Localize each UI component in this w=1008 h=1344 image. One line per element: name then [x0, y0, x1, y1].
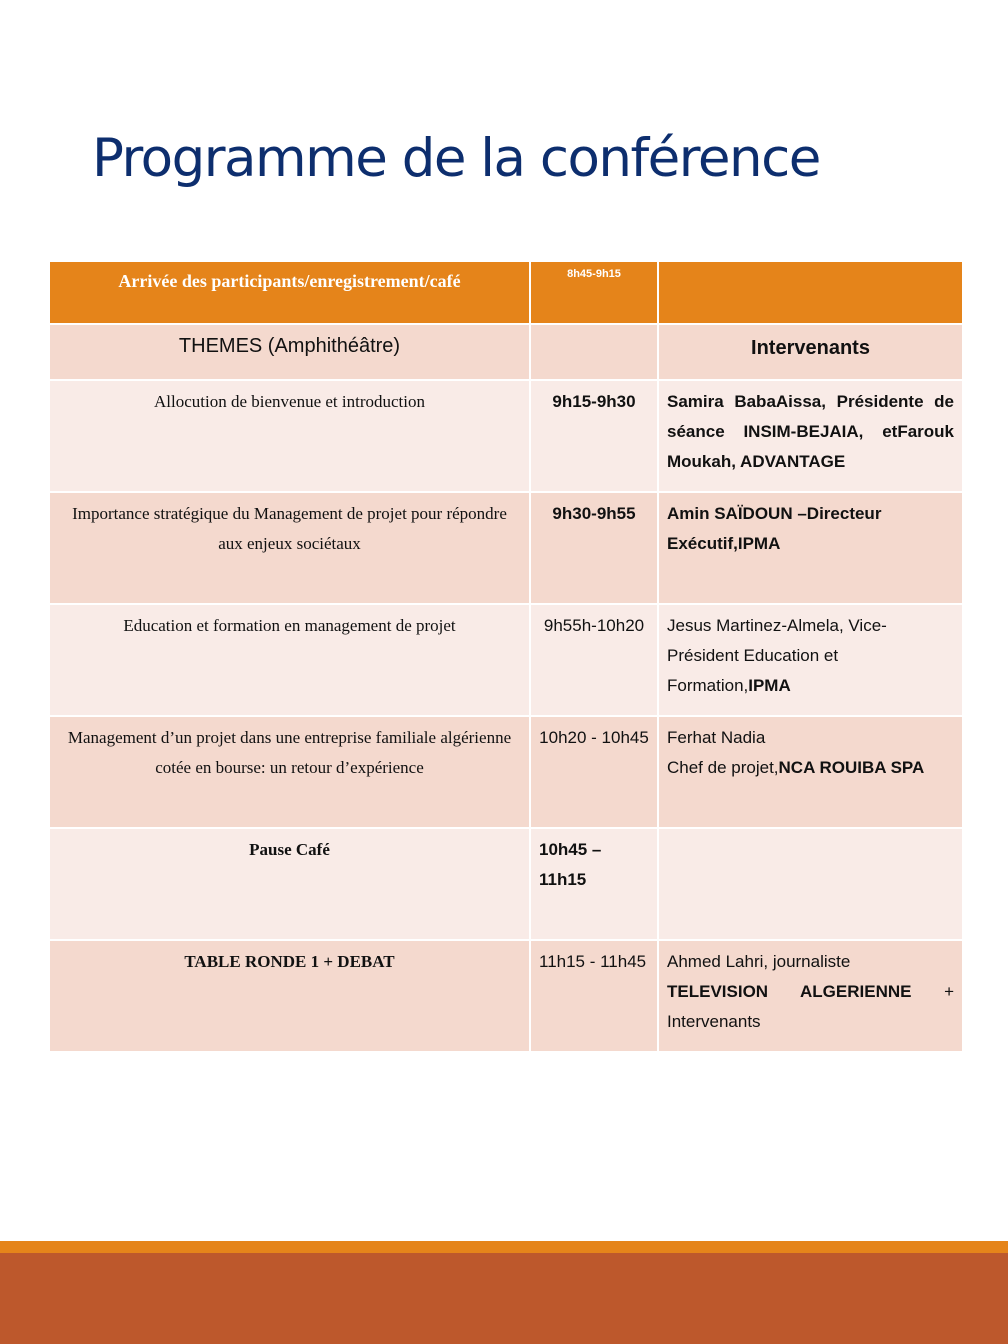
- speaker-cell: [658, 828, 963, 940]
- table-row: [49, 828, 963, 940]
- speaker-org: NCA ROUIBA SPA: [778, 758, 925, 777]
- footer-band: [0, 1253, 1008, 1344]
- table-row: [49, 380, 963, 492]
- arrival-cell: Arrivée des participants/enregistrement/café: [49, 261, 530, 324]
- theme-cell: Education et formation en management de projet: [49, 604, 530, 716]
- speaker-role: Chef de projet,: [667, 758, 779, 777]
- speaker-cell: [658, 716, 963, 828]
- speaker-org: IPMA: [748, 676, 791, 695]
- speaker-extra: + Intervenants: [667, 982, 954, 1031]
- themes-column-header: THEMES (Amphithéâtre): [49, 324, 530, 380]
- footer-accent-band: [0, 1241, 1008, 1253]
- slide-title: Programme de la conférence: [92, 128, 820, 189]
- arrival-time-cell: 8h45-9h15: [530, 261, 658, 324]
- speaker-name: Ferhat Nadia: [667, 728, 766, 747]
- speaker-name: Ahmed Lahri, journaliste: [667, 952, 851, 971]
- time-cell: 9h55h-10h20: [530, 604, 658, 716]
- speaker-cell: [658, 604, 963, 716]
- speaker-cell: [658, 492, 963, 604]
- speaker-cell: [658, 940, 963, 1052]
- time-cell: 9h30-9h55: [530, 492, 658, 604]
- theme-cell: Importance stratégique du Management de projet pour répondre aux enjeux sociétaux: [49, 492, 530, 604]
- speaker-cell: [658, 380, 963, 492]
- table-row: [49, 940, 963, 1052]
- time-cell: 9h15-9h30: [530, 380, 658, 492]
- table-row: [49, 492, 963, 604]
- time-cell: 10h45 – 11h15: [530, 828, 658, 940]
- column-header-row: [49, 324, 963, 380]
- program-table: [48, 260, 964, 1053]
- speaker-name: Jesus Martinez-Almela, Vice-Président Education et Formation,: [667, 616, 887, 695]
- table-header-row: [49, 261, 963, 324]
- speaker-name: Samira BabaAissa, Présidente de séance INSIM-BEJAIA, etFarouk Moukah, ADVANTAGE: [667, 392, 954, 471]
- theme-cell: TABLE RONDE 1 + DEBAT: [49, 940, 530, 1052]
- theme-cell: Pause Café: [49, 828, 530, 940]
- speaker-name: Amin SAÏDOUN –Directeur Exécutif,IPMA: [667, 504, 882, 553]
- table-row: [49, 604, 963, 716]
- theme-cell: Management d’un projet dans une entreprise familiale algérienne cotée en bourse: un retour d’expérience: [49, 716, 530, 828]
- arrival-speaker-cell: [658, 261, 963, 324]
- time-cell: 11h15 - 11h45: [530, 940, 658, 1052]
- speakers-column-header: Intervenants: [658, 324, 963, 380]
- speaker-org: TELEVISION ALGERIENNE: [667, 982, 912, 1001]
- time-cell: 10h20 - 10h45: [530, 716, 658, 828]
- time-column-header: [530, 324, 658, 380]
- table-row: [49, 716, 963, 828]
- theme-cell: Allocution de bienvenue et introduction: [49, 380, 530, 492]
